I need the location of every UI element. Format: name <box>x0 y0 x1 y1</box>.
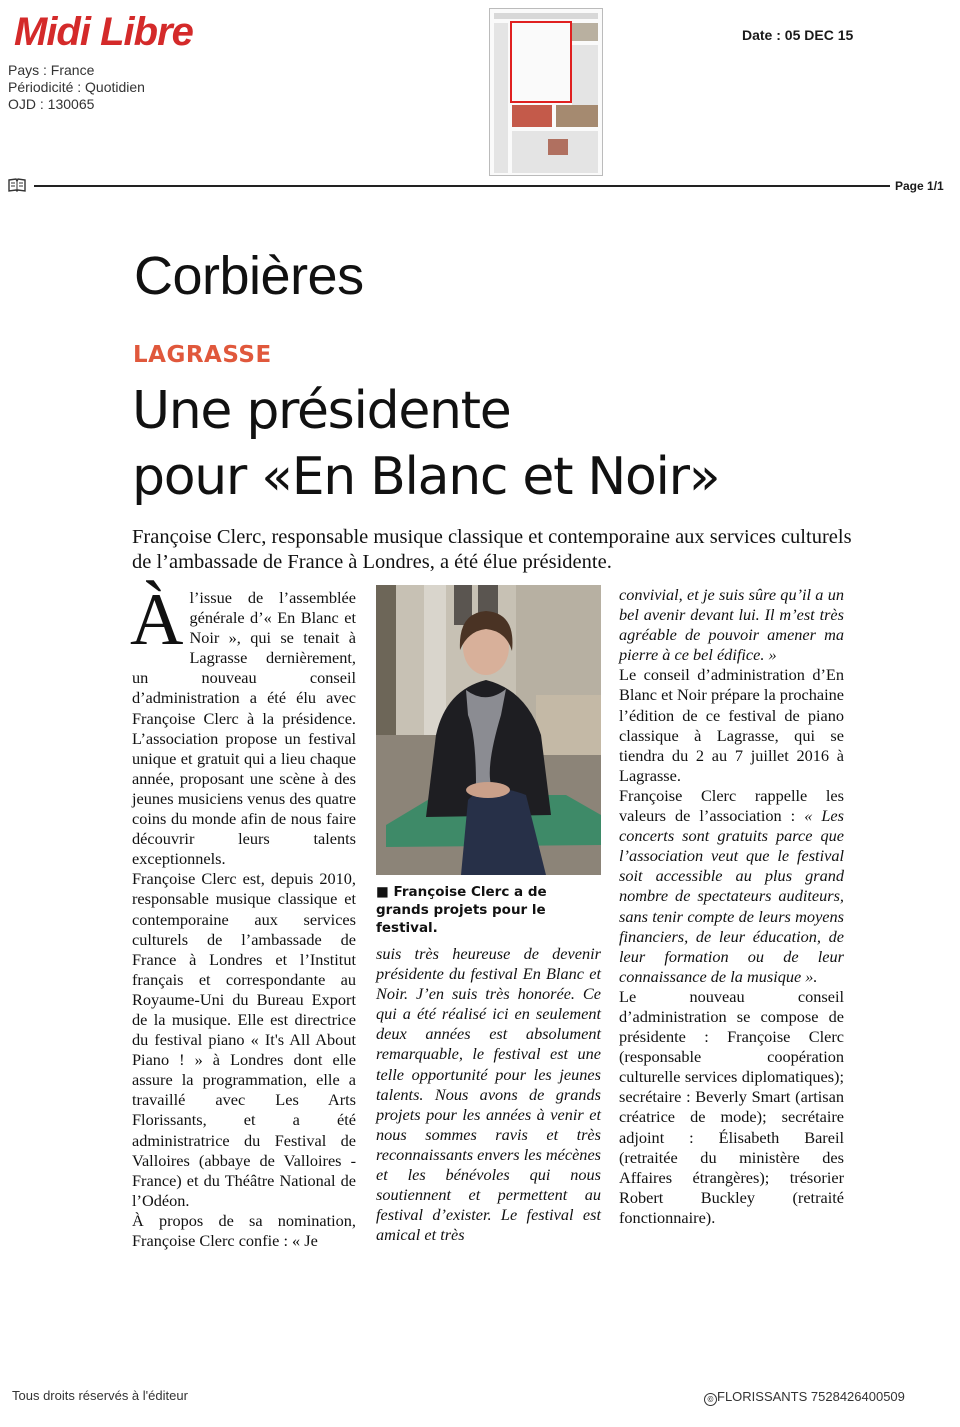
article-column-1 <box>130 579 356 1251</box>
headline-line-2: pour «En Blanc et Noir» <box>132 447 720 507</box>
photo-caption: ■ Françoise Clerc a de grands projets pour le festival. <box>376 884 547 936</box>
drop-cap: À <box>130 579 184 661</box>
page-thumbnail <box>489 8 603 176</box>
ojd-label: OJD : 130065 <box>8 96 95 112</box>
publication-date: Date : 05 DEC 15 <box>742 27 854 43</box>
article-column-3 <box>619 585 844 1228</box>
section-title: Corbières <box>134 246 364 306</box>
paragraph: Françoise Clerc rappelle les valeurs de l’association : <box>619 785 844 826</box>
paragraph: Le conseil d’administration d’En Blanc et Noir prépare la prochaine l’édition de ce festival de piano classique à Lagrasse, qui se tiendra du 2 au 7 juillet 2016 à Lagrasse. <box>619 665 844 785</box>
headline-line-1: Une présidente <box>132 381 511 441</box>
header-rule <box>34 185 890 187</box>
source-code: FLORISSANTS 7528426400509 <box>717 1389 905 1404</box>
page-number: Page 1/1 <box>895 179 944 193</box>
newspaper-logo: Midi Libre <box>14 10 193 54</box>
book-icon <box>8 178 28 194</box>
source-reference <box>704 1389 905 1406</box>
paragraph: À propos de sa nomination, Françoise Clerc confie : « Je <box>132 1210 356 1250</box>
headline <box>132 378 719 510</box>
article-column-2 <box>376 944 601 1245</box>
paragraph: Le nouveau conseil d’administration se compose de présidente : Françoise Clerc (responsable coopération culturelle services diplomatiques); secrétaire : Beverly Smart (artisan créatrice de mode); secrétaire adjoint : Élisabeth Bareil (retraitée du ministère des Affaires étrangères); trésorier Robert Buckley (retraité fonctionnaire). <box>619 986 844 1227</box>
paragraph: l’issue de l’assemblée générale d’« En Blanc et Noir », qui se tenait à Lagrasse dernièrement, un nouveau conseil d’administration a été élu avec Françoise Clerc à la présidence. L’association propose un festival unique et gratuit qui a lieu chaque année, proposant une scène à des jeunes musiciens venus des quatre coins du monde afin de nous faire découvrir leurs talents exceptionnels. <box>132 588 356 869</box>
copyright-icon: © <box>704 1393 717 1406</box>
portrait-photo <box>376 585 601 875</box>
rights-notice: Tous droits réservés à l'éditeur <box>12 1388 188 1403</box>
paragraph: Françoise Clerc est, depuis 2010, responsable musique classique et contemporaine aux services culturels de l’ambassade de France à Londres et l’Institut français et correspondante au Royaume-Uni du Bureau Export de la musique. Elle est directrice du festival piano « It's All About Piano ! » à Londres dont elle assure la programmation, elle a travaillé avec Les Arts Florissants, et a été administratrice du Festival de Valloires (abbaye de Valloires - France) et du Théâtre National de l’Odéon. <box>132 869 356 1210</box>
kicker-location: LAGRASSE <box>133 342 272 368</box>
country-label: Pays : France <box>8 62 95 78</box>
paragraph: convivial, et je suis sûre qu’il a un bel avenir devant lui. Il m’est très agréable de pouvoir amener ma pierre à ce bel édifice. » <box>619 585 844 665</box>
periodicity-label: Périodicité : Quotidien <box>8 79 145 95</box>
article-lead: Françoise Clerc, responsable musique classique et contemporaine aux services culturels de l’ambassade de France à Londres, a été élue présidente. <box>132 526 852 573</box>
press-metadata <box>8 62 145 113</box>
quote: « Les concerts sont gratuits parce que l’association veut que le festival soit accessible au plus grand nombre de spectateurs auditeurs, sans tenir compte de leurs moyens financiers, de leur éducation, de leur formation ou de leur connaissance de la musique ». <box>619 806 844 986</box>
paragraph: suis très heureuse de devenir présidente du festival En Blanc et Noir. J’en suis très honorée. Ce qui a été réalisé ici en seulement deux années est absolument remarquable, le festival est une telle opportunité pour les jeunes talents. Nous avons de grands projets pour les années à venir et nous sommes ravis et très reconnaissants envers les mécènes et les bénévoles qui nous soutiennent et permettent au festival d’exister. Le festival est amical et très <box>376 944 602 1245</box>
